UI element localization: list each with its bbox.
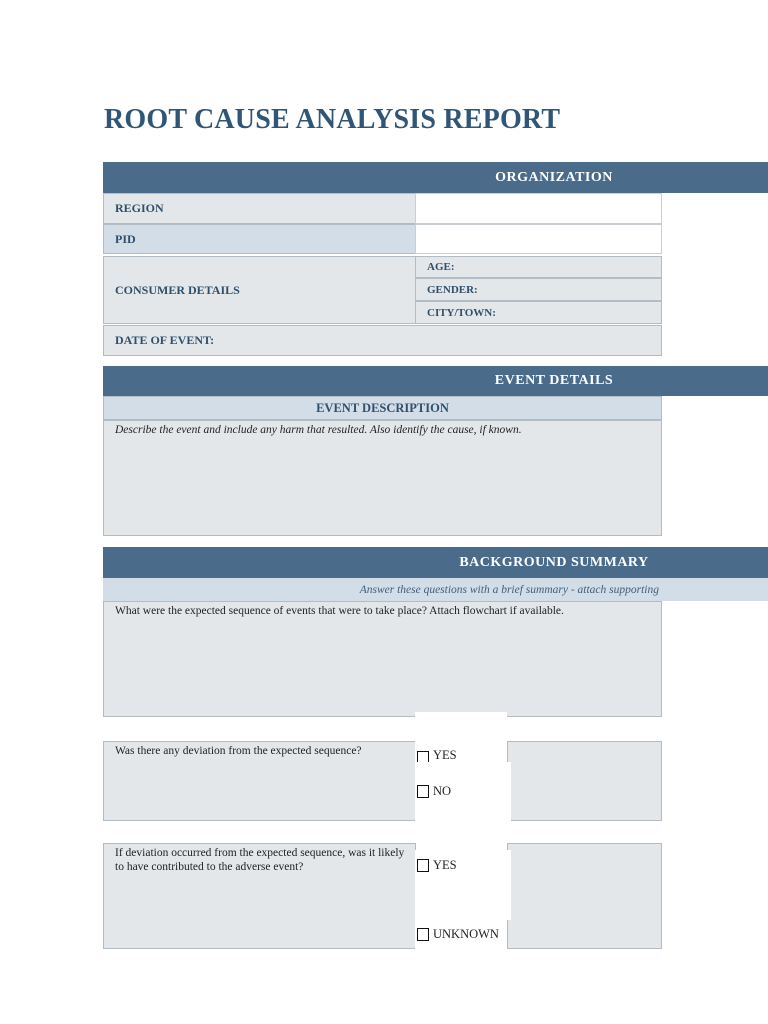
deviation-no-label: NO xyxy=(433,784,452,798)
expected-sequence-box[interactable] xyxy=(103,601,662,717)
consumer-details-label: CONSUMER DETAILS xyxy=(103,256,416,324)
organization-header-label: ORGANIZATION xyxy=(495,169,613,185)
deviation-answer-box xyxy=(507,741,662,821)
event-description-header: EVENT DESCRIPTION xyxy=(103,396,662,420)
pid-label: PID xyxy=(103,224,416,254)
deviation-no-checkbox[interactable] xyxy=(417,785,429,798)
date-of-event-field[interactable]: DATE OF EVENT: xyxy=(103,325,662,356)
page-title: ROOT CAUSE ANALYSIS REPORT xyxy=(104,104,561,135)
contribution-yes-option[interactable] xyxy=(415,850,511,880)
background-summary-header-label: BACKGROUND SUMMARY xyxy=(459,554,649,570)
deviation-yes-label: YES xyxy=(433,748,457,762)
event-details-header xyxy=(103,366,768,396)
contribution-unknown-option[interactable] xyxy=(415,920,507,949)
deviation-yes-option[interactable] xyxy=(415,742,507,762)
age-field[interactable]: AGE: xyxy=(415,256,662,278)
contribution-question: If deviation occurred from the expected sequence, was it likely to have contributed to the adverse event? xyxy=(115,847,405,873)
event-details-header-label: EVENT DETAILS xyxy=(494,373,614,388)
contribution-unknown-checkbox[interactable] xyxy=(417,928,429,941)
organization-header xyxy=(103,162,768,193)
event-description-box[interactable] xyxy=(103,420,662,536)
background-summary-header xyxy=(103,547,768,578)
contribution-yes-checkbox[interactable] xyxy=(417,859,429,872)
contribution-question-box xyxy=(103,843,416,949)
gender-field[interactable]: GENDER: xyxy=(415,278,662,301)
city-field[interactable]: CITY/TOWN: xyxy=(415,301,662,324)
contribution-unknown-label: UNKNOWN xyxy=(433,927,499,941)
deviation-yes-checkbox[interactable] xyxy=(417,751,429,762)
contribution-answer-box xyxy=(507,843,662,949)
background-instruction: Answer these questions with a brief summary - attach supporting xyxy=(103,578,768,601)
contribution-white-area xyxy=(415,880,511,920)
region-field[interactable] xyxy=(415,193,662,224)
contribution-yes-label: YES xyxy=(433,857,457,872)
region-label: REGION xyxy=(103,193,416,224)
pid-field[interactable] xyxy=(415,224,662,254)
deviation-question-box xyxy=(103,741,416,821)
deviation-question: Was there any deviation from the expected sequence? xyxy=(115,745,362,757)
event-description-prompt: Describe the event and include any harm that resulted. Also identify the cause, if known. xyxy=(115,424,522,436)
expected-sequence-question: What were the expected sequence of events that were to take place? Attach flowchart if available. xyxy=(115,605,564,617)
deviation-no-option[interactable] xyxy=(415,762,511,821)
